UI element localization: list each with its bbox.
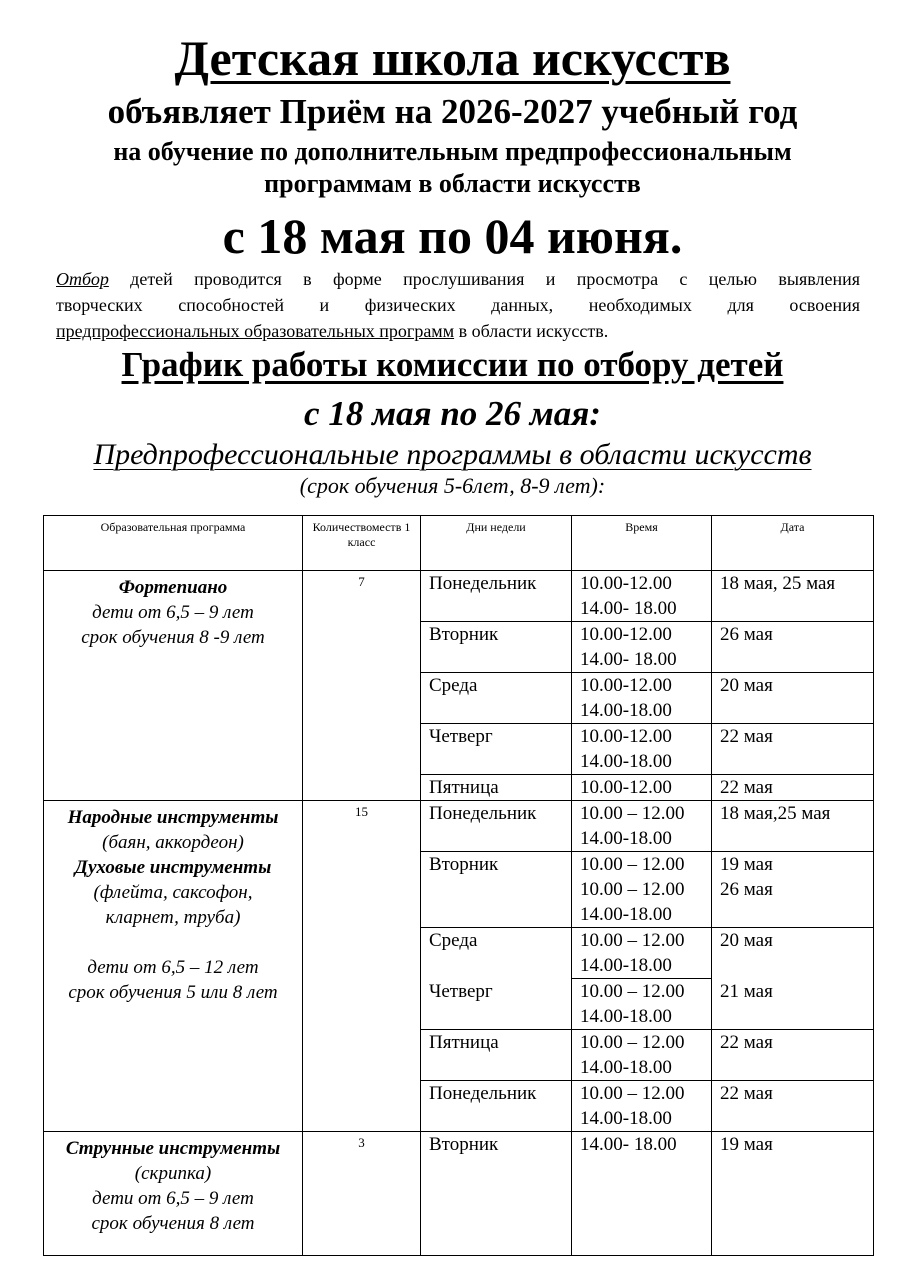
programs-line-2: программам в области искусств — [264, 169, 641, 198]
day-cell: Среда — [421, 928, 572, 979]
column-header-date: Дата — [712, 516, 874, 571]
time-cell: 10.00-12.00 14.00-18.00 — [572, 724, 712, 775]
intro-selection-word: Отбор — [56, 269, 109, 289]
time-cell: 10.00-12.00 14.00-18.00 — [572, 673, 712, 724]
seats-folk-wind: 15 — [303, 801, 421, 1132]
day-cell: Понедельник — [421, 1081, 572, 1132]
intro-programs-underlined: предпрофессиональных образовательных программ — [56, 321, 455, 341]
program-piano: Фортепиано дети от 6,5 – 9 лет срок обучения 8 -9 лет — [44, 571, 303, 801]
date-cell: 18 мая,25 мая — [712, 801, 874, 852]
date-cell: 18 мая, 25 мая — [712, 571, 874, 622]
intro-line-3: предпрофессиональных образовательных программ в области искусств. — [56, 321, 609, 341]
table-row — [44, 801, 874, 852]
table-header-row — [44, 516, 874, 571]
column-header-time: Время — [572, 516, 712, 571]
schedule-table — [43, 515, 874, 1256]
day-cell: Вторник — [421, 852, 572, 928]
date-cell: 19 мая 26 мая — [712, 852, 874, 928]
intro-line-2: творческих способностей и физических данных, необходимых для освоения — [56, 295, 860, 315]
time-cell: 10.00-12.00 14.00- 18.00 — [572, 622, 712, 673]
study-term: (срок обучения 5-6лет, 8-9 лет): — [299, 473, 606, 498]
date-cell: 22 мая — [712, 775, 874, 801]
day-cell: Четверг — [421, 979, 572, 1030]
day-cell: Пятница — [421, 775, 572, 801]
date-cell: 26 мая — [712, 622, 874, 673]
column-header-seats: Количествоместв 1 класс — [303, 516, 421, 571]
time-cell: 10.00-12.00 — [572, 775, 712, 801]
day-cell: Понедельник — [421, 571, 572, 622]
date-cell: 20 мая — [712, 928, 874, 979]
seats-strings: 3 — [303, 1132, 421, 1256]
date-cell: 22 мая — [712, 1081, 874, 1132]
time-cell: 10.00 – 12.00 14.00-18.00 — [572, 801, 712, 852]
intro-line-1: Отбор детей проводится в форме прослушивания и просмотра с целью выявления — [56, 269, 860, 289]
seats-piano: 7 — [303, 571, 421, 801]
admission-line: объявляет Приём на 2026-2027 учебный год — [107, 92, 798, 131]
school-title: Детская школа искусств — [174, 30, 731, 86]
intro-paragraph — [56, 266, 860, 344]
day-cell: Вторник — [421, 622, 572, 673]
date-cell: 20 мая — [712, 673, 874, 724]
column-header-program: Образовательная программа — [44, 516, 303, 571]
schedule-dates: с 18 мая по 26 мая: — [304, 394, 601, 433]
table-row — [44, 571, 874, 622]
time-cell: 10.00 – 12.00 10.00 – 12.00 14.00-18.00 — [572, 852, 712, 928]
date-cell: 19 мая — [712, 1132, 874, 1256]
date-cell: 22 мая — [712, 724, 874, 775]
day-cell: Понедельник — [421, 801, 572, 852]
time-cell: 10.00 – 12.00 14.00-18.00 — [572, 1030, 712, 1081]
time-cell: 14.00- 18.00 — [572, 1132, 712, 1256]
programs-line-1: на обучение по дополнительным предпрофессиональным — [113, 137, 792, 166]
time-cell: 10.00-12.00 14.00- 18.00 — [572, 571, 712, 622]
programs-heading: Предпрофессиональные программы в области искусств — [93, 438, 812, 471]
day-cell: Четверг — [421, 724, 572, 775]
day-cell: Среда — [421, 673, 572, 724]
date-cell: 21 мая — [712, 979, 874, 1030]
date-cell: 22 мая — [712, 1030, 874, 1081]
schedule-title: График работы комиссии по отбору детей — [121, 345, 784, 384]
day-cell: Пятница — [421, 1030, 572, 1081]
time-cell: 10.00 – 12.00 14.00-18.00 — [572, 979, 712, 1030]
program-folk-wind: Народные инструменты (баян, аккордеон) Духовые инструменты (флейта, саксофон, кларнет, труба) дети от 6,5 – 12 лет срок обучения 5 или 8 лет — [44, 801, 303, 1132]
day-cell: Вторник — [421, 1132, 572, 1256]
time-cell: 10.00 – 12.00 14.00-18.00 — [572, 928, 712, 979]
time-cell: 10.00 – 12.00 14.00-18.00 — [572, 1081, 712, 1132]
program-strings: Струнные инструменты (скрипка) дети от 6,5 – 9 лет срок обучения 8 лет — [44, 1132, 303, 1256]
column-header-days: Дни недели — [421, 516, 572, 571]
table-row — [44, 1132, 874, 1256]
admission-dates: с 18 мая по 04 июня. — [222, 208, 683, 264]
